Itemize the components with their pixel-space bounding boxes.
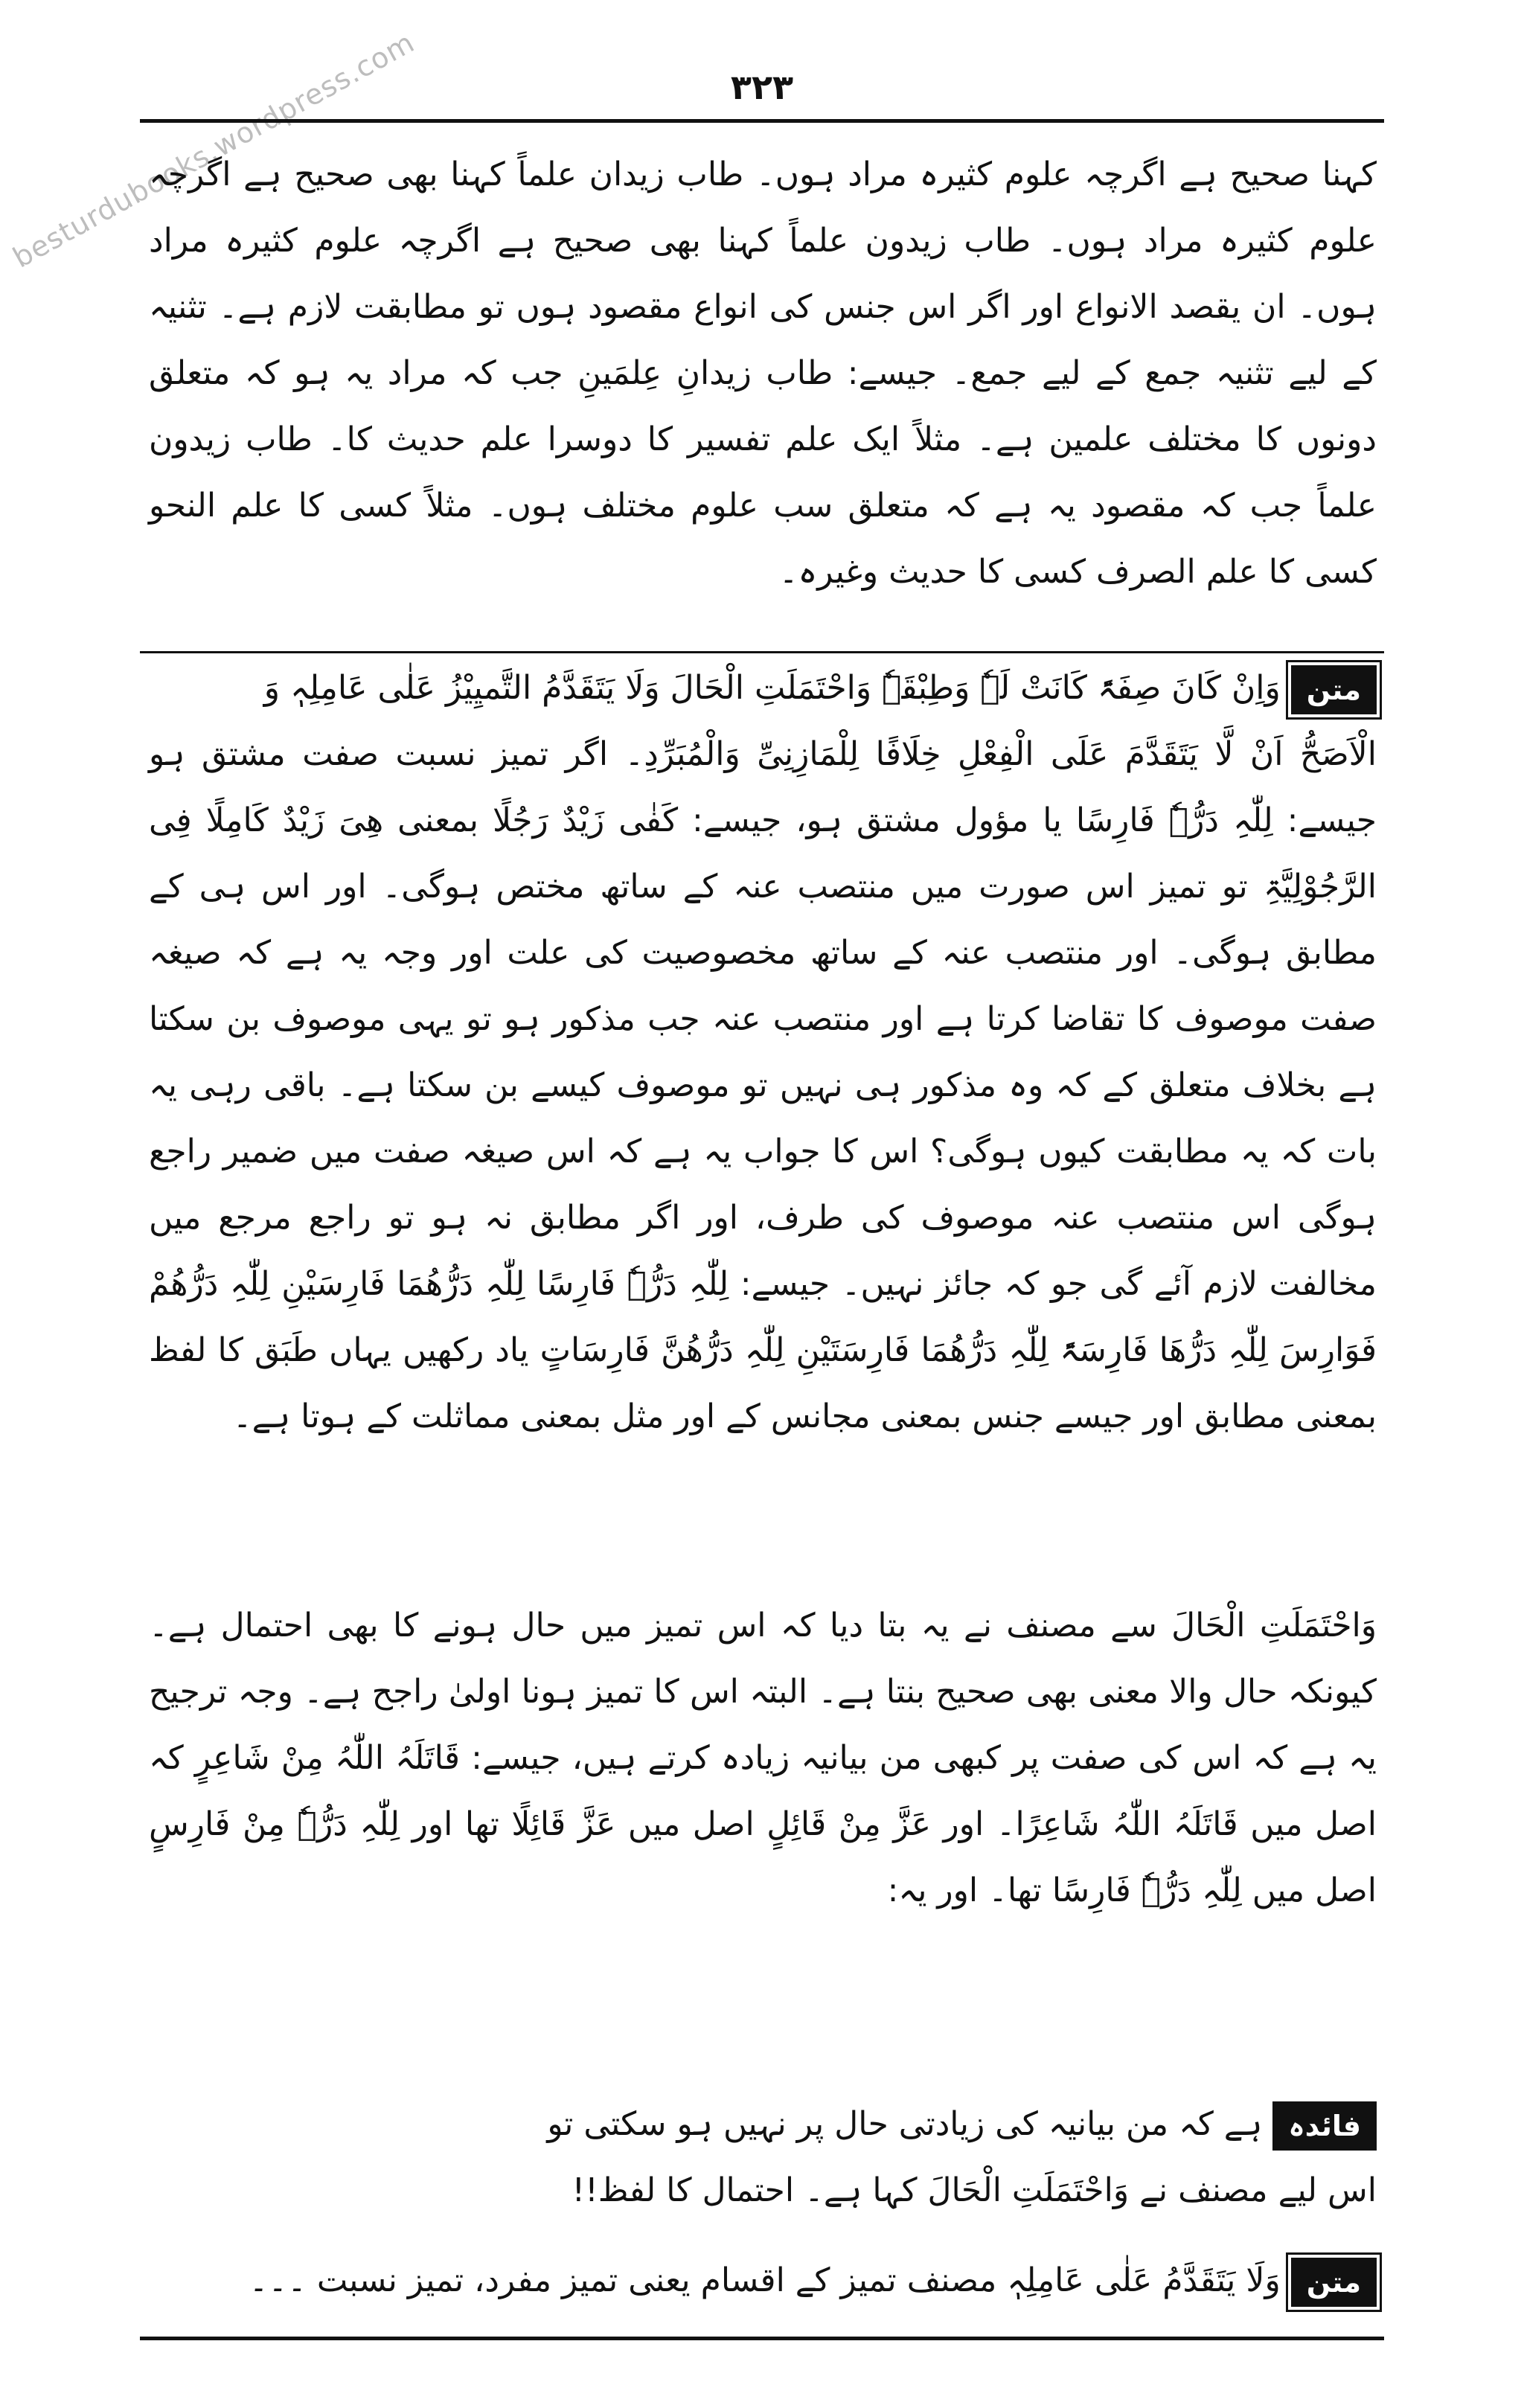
matn-block-2 bbox=[149, 2247, 1377, 2313]
paragraph-hal: وَاحْتَمَلَتِ الْحَالَ سے مصنف نے یہ بتا دیا کہ اس تمیز میں حال ہونے کا بھی احتمال ہے۔ کیونکہ حال والا معنی بھی صحیح بنتا ہے۔ البتہ اس کا تمیز ہونا اولیٰ راجح ہے۔ وجہ ترجیح یہ ہے کہ اس کی صفت پر کبھی من بیانیہ زیادہ کرتے ہیں، جیسے: قَاتَلَہُ اللّٰہُ مِنْ شَاعِرٍ کہ اصل میں قَاتَلَہُ اللّٰہُ شَاعِرًا۔ اور عَزَّ مِنْ قَائِلٍ اصل میں عَزَّ قَائِلًا تھا اور لِلّٰہِ دَرُّہٗ مِنْ فَارِسٍ اصل میں لِلّٰہِ دَرُّہٗ فَارِسًا تھا۔ اور یہ: bbox=[149, 1607, 1377, 1909]
body-text bbox=[149, 141, 1377, 605]
footer-rule bbox=[140, 2337, 1384, 2340]
faida-text: ہے کہ من بیانیہ کی زیادتی حال پر نہیں ہو سکتی تو bbox=[547, 2105, 1263, 2143]
paragraph-intro: کہنا صحیح ہے اگرچہ علوم کثیرہ مراد ہوں۔ طاب زیدان علماً کہنا بھی صحیح ہے اگرچہ علوم کثیرہ مراد ہوں۔ طاب زیدون علماً کہنا بھی صحیح ہے اگرچہ علوم کثیرہ مراد ہوں۔ ان یقصد الانواع اور اگر اس جنس کی انواع مقصود ہوں تو مطابقت لازم ہے۔ تثنیہ کے لیے تثنیہ جمع کے لیے جمع۔ جیسے: طاب زیدانِ عِلمَینِ جب کہ مراد یہ ہو کہ متعلق دونوں کا مختلف علمین ہے۔ مثلاً ایک علم تفسیر کا دوسرا علم حدیث کا۔ طاب زیدون علماً جب کہ مقصود یہ ہے کہ متعلق سب علوم مختلف ہوں۔ مثلاً کسی کا علم النحو کسی کا علم الصرف کسی کا حدیث وغیرہ۔ bbox=[149, 156, 1377, 591]
matn-top-rule bbox=[140, 651, 1384, 653]
matn-label: متن bbox=[1291, 665, 1377, 714]
page-number: ۳۲۳ bbox=[730, 67, 794, 107]
matn-text: وَاِنْ کَانَ صِفَۃً کَانَتْ لَہٗ وَطِبْقَہٗ وَاحْتَمَلَتِ الْحَالَ وَلَا یَتَقَدَّمُ التَّمیِیْزُ عَلٰی عَامِلِہٖ وَ bbox=[263, 669, 1281, 707]
matn-block-1 bbox=[149, 655, 1377, 1450]
watermark: besturdubooks.wordpress.com bbox=[7, 25, 420, 275]
matn-label-2: متن bbox=[1291, 2258, 1377, 2307]
matn-text-2: وَلَا یَتَقَدَّمُ عَلٰی عَامِلِہٖ مصنف تمیز کے اقسام یعنی تمیز مفرد، تمیز نسبت ۔۔۔ bbox=[249, 2261, 1281, 2299]
hal-block bbox=[149, 1592, 1377, 1924]
paragraph-ihtimal: اس لیے مصنف نے وَاحْتَمَلَتِ الْحَالَ کہا ہے۔ احتمال کا لفظ!! bbox=[572, 2171, 1377, 2209]
matn-line-1 bbox=[149, 655, 1377, 721]
matn-line-2 bbox=[149, 2247, 1377, 2313]
header-rule bbox=[140, 119, 1384, 123]
faida-label: فائدہ bbox=[1272, 2101, 1377, 2151]
faida-line bbox=[149, 2091, 1377, 2157]
faida-block bbox=[149, 2091, 1377, 2223]
paragraph-tamyiz-explanation: الْاَصَحُّ اَنْ لَّا یَتَقَدَّمَ عَلَی الْفِعْلِ خِلَافًا لِلْمَازِنِیِّ وَالْمُبَرِّدِ۔ اگر تمیز نسبت صفت مشتق ہو جیسے: لِلّٰہِ دَرُّہٗ فَارِسًا یا مؤول مشتق ہو، جیسے: کَفٰی زَیْدٌ رَجُلًا بمعنی ھِیَ زَیْدٌ کَامِلًا فِی الرَّجُوْلِیَّۃِ تو تمیز اس صورت میں منتصب عنہ کے ساتھ مختص ہوگی۔ اور اس ہی کے مطابق ہوگی۔ اور منتصب عنہ کے ساتھ مخصوصیت کی علت اور وجہ یہ ہے کہ صیغہ صفت موصوف کا تقاضا کرتا ہے اور منتصب عنہ جب مذکور ہو تو یہی موصوف بن سکتا ہے بخلاف متعلق کے کہ وہ مذکور ہی نہیں تو موصوف کیسے بن سکتا ہے۔ باقی رہی یہ بات کہ یہ مطابقت کیوں ہوگی؟ اس کا جواب یہ ہے کہ اس صیغہ صفت میں ضمیر راجع ہوگی اس منتصب عنہ موصوف کی طرف، اور اگر مطابق نہ ہو تو راجع مرجع میں مخالفت لازم آئے گی جو کہ جائز نہیں۔ جیسے: لِلّٰہِ دَرُّہٗ فَارِسًا لِلّٰہِ دَرُّھُمَا فَارِسَیْنِ لِلّٰہِ دَرُّھُمْ فَوَارِسَ لِلّٰہِ دَرُّھَا فَارِسَۃً لِلّٰہِ دَرُّھُمَا فَارِسَتَیْنِ لِلّٰہِ دَرُّھُنَّ فَارِسَاتٍ یاد رکھیں یہاں طَبَق کا لفظ بمعنی مطابق اور جیسے جنس بمعنی مجانس کے اور مثل بمعنی مماثلت کے ہوتا ہے۔ bbox=[149, 735, 1377, 1435]
